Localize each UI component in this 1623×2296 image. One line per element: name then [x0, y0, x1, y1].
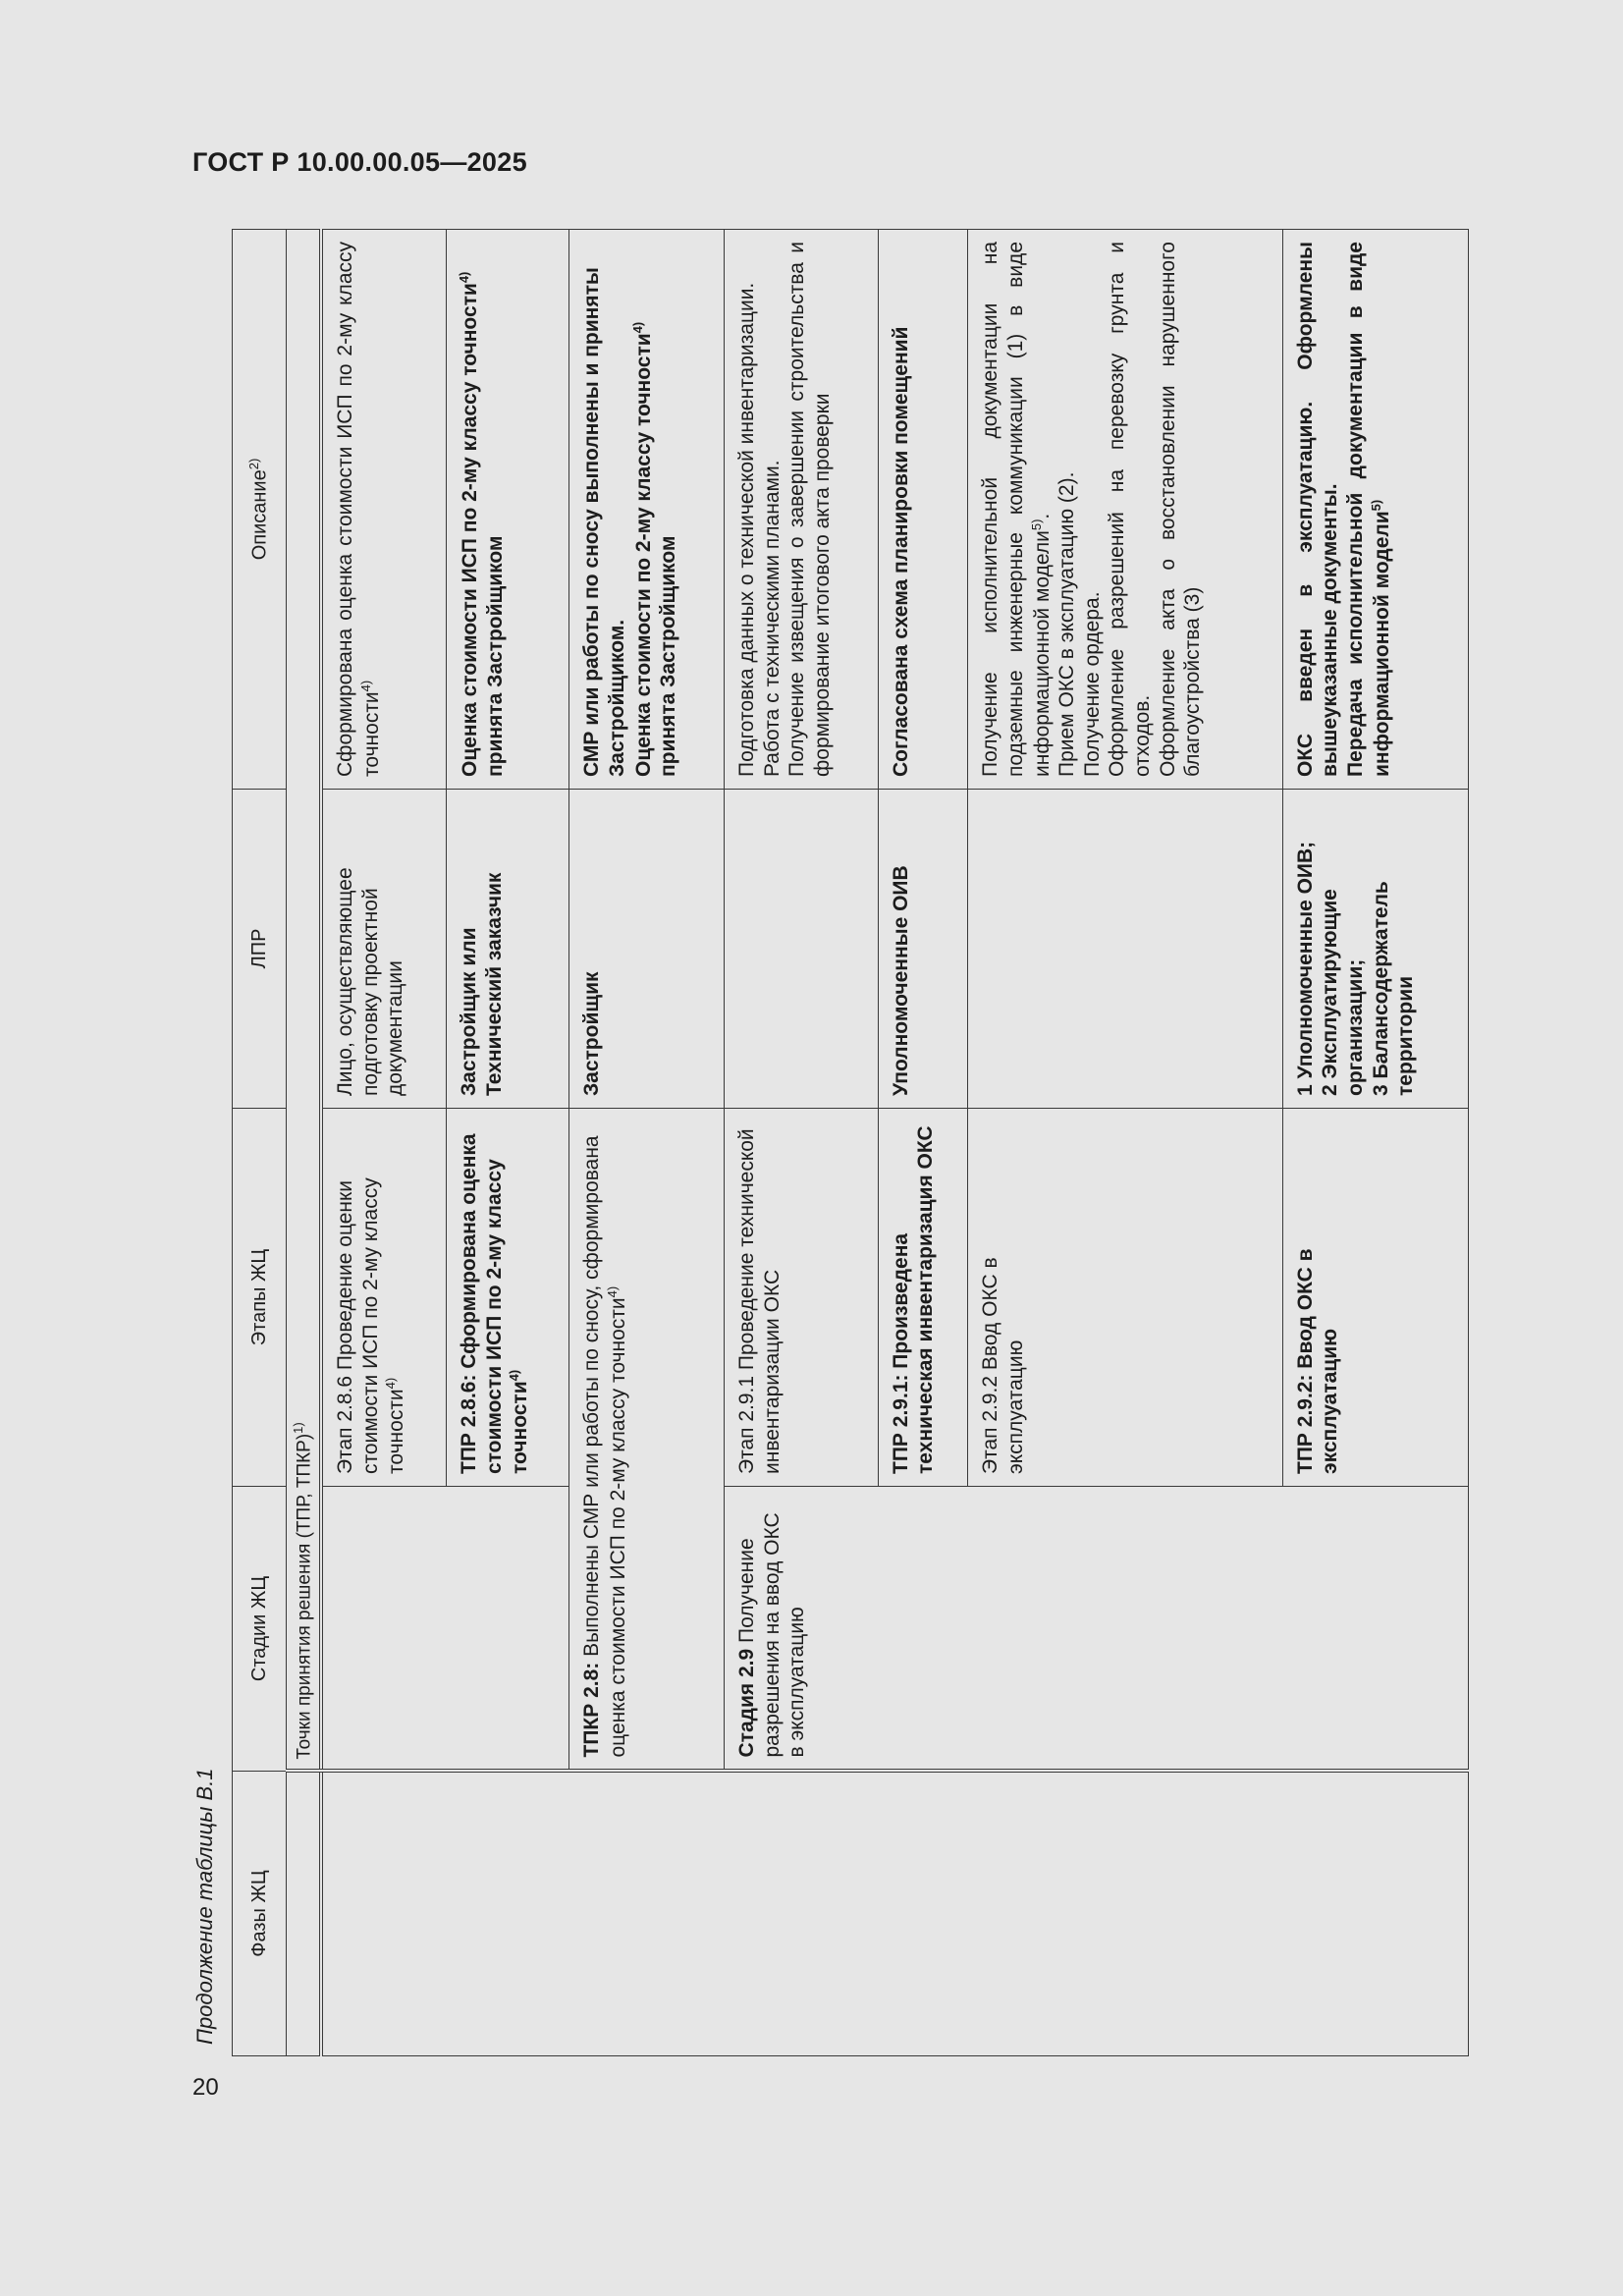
lpr-tpr-2-8-6: Застройщик или Технический заказчик [446, 790, 568, 1109]
lpr-2-9-2 [968, 790, 1282, 1109]
lpr-tpkr-2-8: Застройщик [569, 790, 725, 1109]
lpr-tpr-2-9-2: 1 Уполномоченные ОИВ; 2 Эксплуатирующие организации; 3 Балансодержатель территории [1282, 790, 1468, 1109]
desc-tpr-2-9-1: Согласована схема планировки помещений [878, 230, 968, 790]
step-2-8-6: Этап 2.8.6 Проведение оценки стоимости ИСП по 2-му классу точности$^{4)}$ [321, 1109, 446, 1487]
desc-2-9-1: Подготовка данных о технической инвентаризации. Работа с техническими планами. Получение извещения о завершении строительства и формирование итогового акта проверки [725, 230, 879, 790]
decision-points-label: Точки принятия решения (ТПР, ТПКР)$^{1)}$ [286, 230, 321, 1772]
stage-cell-empty [321, 1487, 569, 1772]
lpr-2-8-6: Лицо, осуществляющее подготовку проектной документации [321, 790, 446, 1109]
continuation-caption: Продолжение таблицы В.1 [192, 1768, 217, 2045]
step-tpr-2-9-2: ТПР 2.9.2: Ввод ОКС в эксплуатацию [1282, 1109, 1468, 1487]
desc-2-8-6: Сформирована оценка стоимости ИСП по 2-му классу точности$^{4)}$ [321, 230, 446, 790]
desc-tpr-2-8-6: Оценка стоимости ИСП по 2-му классу точности$^{4)}$ принята Застройщиком [446, 230, 568, 790]
step-2-9-1: Этап 2.9.1 Проведение технической инвентаризации ОКС [725, 1109, 879, 1487]
desc-tpkr-2-8: СМР или работы по сносу выполнены и приняты Застройщиком. Оценка стоимости по 2-му классу точности$^{4)}$ принята Застройщиком [569, 230, 725, 790]
lifecycle-table-rotated [232, 230, 1469, 2056]
header-phases: Фазы ЖЦ [233, 1772, 287, 2056]
step-2-9-2: Этап 2.9.2 Ввод ОКС в эксплуатацию [968, 1109, 1282, 1487]
page-number: 20 [192, 2074, 219, 2101]
desc-2-9-2: Получение исполнительной документации на подземные инженерные коммуникации (1) в виде информационной модели$^{5)}$. Прием ОКС в эксплуатацию (2). Получение ордера. Оформление разрешений на перевозку грунта и отходов. Оформление акта о восстановлении нарушенного благоустройства (3) [968, 230, 1282, 790]
step-tpr-2-9-1: ТПР 2.9.1: Произведена техническая инвентаризация ОКС [878, 1109, 968, 1487]
stage-tpkr-2-8: ТПКР 2.8: Выполнены СМР или работы по сносу, сформирована оценка стоимости ИСП по 2-му классу точности$^{4)}$ [569, 1109, 725, 1772]
desc-tpr-2-9-2: ОКС введен в эксплуатацию. Оформлены вышеуказанные документы. Передача исполнительной документации в виде информационной модели$^{5)}$ [1282, 230, 1468, 790]
lifecycle-table [232, 229, 1469, 2056]
stage-2-9: Стадия 2.9 Получение разрешения на ввод ОКС в эксплуатацию [725, 1487, 1469, 1772]
header-steps: Этапы ЖЦ [233, 1109, 287, 1487]
lpr-tpr-2-9-1: Уполномоченные ОИВ [878, 790, 968, 1109]
header-lpr: ЛПР [233, 790, 287, 1109]
phase-cell [321, 1772, 1468, 2056]
header-description: Описание$^{2)}$ [233, 230, 287, 790]
step-tpr-2-8-6: ТПР 2.8.6: Сформирована оценка стоимости ИСП по 2-му классу точности$^{4)}$ [446, 1109, 568, 1487]
document-title: ГОСТ Р 10.00.00.05—2025 [192, 147, 527, 177]
lpr-2-9-1 [725, 790, 879, 1109]
tp-row-spacer [286, 1772, 321, 2056]
header-stages: Стадии ЖЦ [233, 1487, 287, 1772]
